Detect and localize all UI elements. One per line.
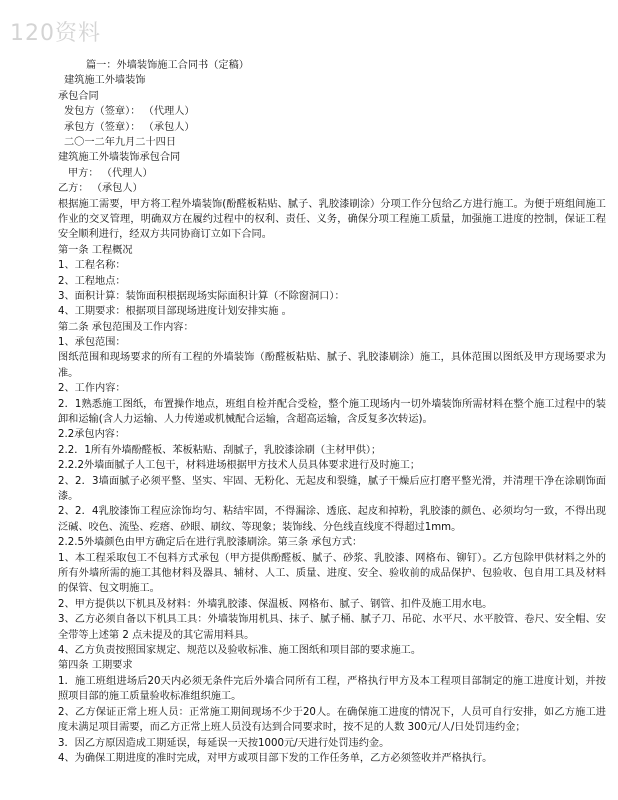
paragraph: 2．1熟悉施工图纸，布置操作地点，班组自检并配合受检，整个施工现场内一切外墙装饰所需材料在整个施工过程中的装卸和运输(含人力运输、人力传递或机械配合运输，含超高运输，含反复多次转运)。 [58,398,606,426]
text-line: 2.2承包内容： [58,429,126,441]
paragraph: 图纸范围和现场要求的所有工程的外墙装饰（酚醛板粘贴、腻子、乳胶漆刷涂）施工，具体范围以图纸及甲方现场要求为准。 [58,352,606,379]
paragraph: 3、乙方必须自备以下机具工具：外墙装饰用机具、抹子、腻子桶、腻子刀、吊砣、水平尺、水平胶管、卷尺、安全帽、安全带等上述第 2 点未提及的其它需用料具。 [58,614,606,641]
text-line: 2、工程地点： [58,275,126,287]
text-line: 1、工程名称： [58,260,126,272]
paragraph: 2、2．3墙面腻子必须平整、坚实、牢固、无粉化、无起皮和裂缝，腻子干燥后应打磨平整光滑，并清理干净在涂刷饰面漆。 [58,475,606,503]
document-body [58,58,606,766]
text-line: 甲方： （代理人） [68,167,153,179]
text-line: 2.2.2外墙面腻子人工包干，材料进场根据甲方技术人员具体要求进行及时施工； [58,460,421,472]
text-line: 承包合同 [58,90,99,102]
text-line: 4、工期要求：根据项目部现场进度计划安排实施 。 [58,306,292,318]
document-title: 篇一：外墙装饰施工合同书（定稿） [86,60,249,71]
text-line: 建筑施工外墙装饰承包合同 [58,152,181,164]
text-line: 承包方（签章）： （承包人） [64,121,195,133]
paragraph: 2、乙方保证正常上班人员：正常施工期间现场不少于20人。在确保施工进度的情况下，人员可自行安排，如乙方施工进度未满足项目需要，而乙方正常上班人员没有达到合同要求时，按不足的人数 300元/人/日处罚违约金； [58,706,606,734]
text-line: 2.2.5外墙颜色由甲方确定后在进行乳胶漆刷涂。第三条 承包方式： [58,537,363,549]
text-line: 3．因乙方原因造成工期延误，每延误一天按1000元/天进行处罚违约金。 [58,737,390,749]
text-line: 4、乙方负责按照国家规定、规范以及验收标准、施工图纸和项目部的要求施工。 [58,645,422,657]
text-line: 3、面积计算：装饰面积根据现场实际面积计算（不除窗洞口）： [58,290,345,302]
text-line: 二〇一二年九月二十四日 [64,136,177,148]
text-line: 2.2．1所有外墙酚醛板、苯板粘贴、刮腻子，乳胶漆涂刷（主材甲供）； [58,444,382,456]
text-line: 第二条 承包范围及工作内容： [58,321,194,333]
text-line: 建筑施工外墙装饰 [64,75,146,87]
paragraph: 根据施工需要，甲方将工程外墙装饰(酚醛板粘贴、腻子、乳胶漆刷涂）分项工作分包给乙方进行施工。为便于班组间施工作业的交叉管理，明确双方在履约过程中的权利、责任、义务，确保分项工程施工质量，加强施工进度的控制，保证工程安全顺利进行，经双方共同协商订立如下合同。 [58,198,606,241]
text-line: 第一条 工程概况 [58,244,133,256]
text-line: 第四条 工期要求 [58,660,133,672]
text-line: 1、承包范围： [58,337,126,349]
text-line: 2、工作内容： [58,383,126,395]
paragraph: 1、本工程采取包工不包料方式承包（甲方提供酚醛板、腻子、砂浆、乳胶漆、网格布、铆钉）。乙方包除甲供材料之外的所有外墙所需的施工其他材料及器具、辅材、人工、质量、进度、安全、验收前的成品保护、包验收、包自用工具及材料的保管、包文明施工。 [58,552,606,595]
paragraph: 1．施工班组进场后20天内必须无条件完后外墙合同所有工程，严格执行甲方及本工程项目部制定的施工进度计划，并按照项目部的施工质量验收标准组织施工。 [58,675,606,703]
text-line: 乙方： （承包人） [58,183,143,195]
watermark-text: 120资料 [10,21,101,46]
text-line: 发包方（签章）： （代理人） [64,106,195,118]
text-line: 4、为确保工期进度的准时完成，对甲方或项目部下发的工作任务单，乙方必须签收并严格执行。 [58,752,493,764]
paragraph: 2、2．4乳胶漆饰工程应涂饰均匀、粘结牢固，不得漏涂、透底、起皮和掉粉，乳胶漆的颜色、必须均匀一致，不得出现泛碱、咬色、流坠、疙瘩、砂眼、刷纹、等现象；装饰线、分色线直线度不得超过1mm。 [58,506,606,533]
text-line: 2、甲方提供以下机具及材料：外墙乳胶漆、保温板、网格布、腻子、钢管、扣件及施工用水电。 [58,598,493,610]
